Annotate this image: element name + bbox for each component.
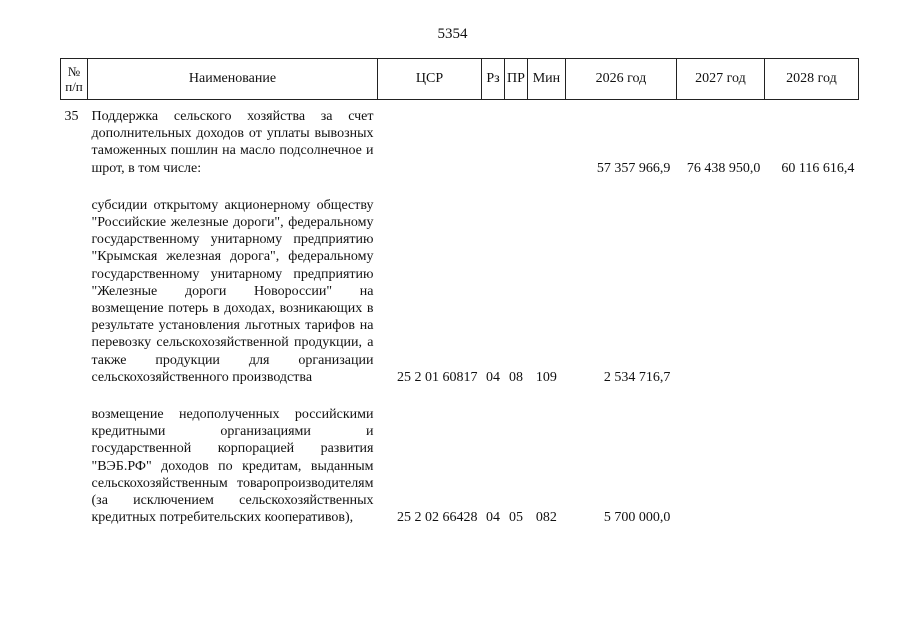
row-csr: 25 2 01 60817 [397, 369, 478, 385]
row-csr: 25 2 02 66428 [397, 510, 478, 526]
row-pr: 05 [508, 510, 523, 526]
header-2026: 2026 год [565, 59, 676, 100]
row-amount-2026: 2 534 716,7 [603, 369, 671, 385]
header-rz: Рз [482, 59, 505, 100]
table-body [61, 100, 859, 529]
header-pr: ПР [505, 59, 528, 100]
table-row [61, 179, 859, 388]
header-2028: 2028 год [764, 59, 858, 100]
table-header [61, 59, 859, 100]
header-name: Наименование [88, 59, 378, 100]
row-min: 082 [535, 510, 557, 526]
row-amount-2028 [764, 179, 858, 388]
row-num [61, 179, 88, 388]
row-num: 35 [64, 109, 79, 124]
row-min [527, 100, 565, 179]
row-amount-2027 [676, 388, 764, 528]
row-min: 109 [535, 369, 557, 385]
row-amount-2027: 76 438 950,0 [686, 160, 761, 176]
row-amount-2026: 5 700 000,0 [603, 510, 671, 526]
page-number: 5354 [437, 26, 468, 42]
row-csr [378, 100, 482, 179]
budget-table [60, 58, 859, 528]
header-csr: ЦСР [378, 59, 482, 100]
table-row [61, 388, 859, 528]
row-amount-2028 [764, 388, 858, 528]
header-2027: 2027 год [676, 59, 764, 100]
row-pr: 08 [508, 369, 523, 385]
row-name: Поддержка сельского хозяйства за счет дополнительных доходов от уплаты вывозных таможенных пошлин на масло подсолнечное и шрот, в том числе: [91, 109, 374, 176]
header-min: Мин [527, 59, 565, 100]
table-row [61, 100, 859, 179]
row-name: возмещение недополученных российскими кредитными организациями и государственной корпорацией развития "ВЭБ.РФ" доходов по кредитам, выданным сельскохозяйственным товаропроизводителям (за исключением сельскохозяйственных кредитных потребительских кооперативов), [91, 407, 374, 526]
row-amount-2028: 60 116 616,4 [781, 160, 855, 176]
row-name: субсидии открытому акционерному обществу "Российские железные дороги", федеральному государственному унитарному предприятию "Крымская железная дорога", федеральному государственному унитарному предприятию "Железные дороги Новороссии" на возмещение потерь в доходах, возникающих в результате установления льготных тарифов на перевозку сельскохозяйственной продукции, а также продукции для организации сельскохозяйственного производства [91, 197, 374, 385]
header-row [61, 59, 859, 100]
row-amount-2027 [676, 179, 764, 388]
row-rz: 04 [486, 369, 500, 385]
row-rz [482, 100, 505, 179]
header-num: № п/п [61, 59, 88, 100]
row-amount-2026: 57 357 966,9 [596, 160, 671, 176]
row-pr [505, 100, 528, 179]
row-rz: 04 [486, 510, 500, 526]
row-num [61, 388, 88, 528]
